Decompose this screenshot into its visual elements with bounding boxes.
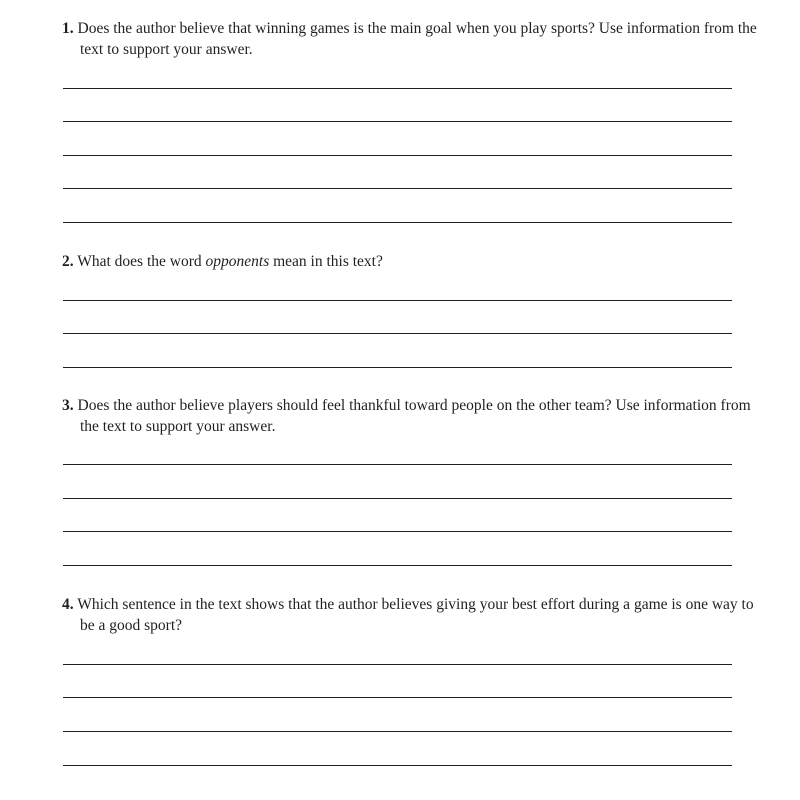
answer-line[interactable] xyxy=(63,155,732,156)
answer-line[interactable] xyxy=(63,121,732,122)
answer-line[interactable] xyxy=(63,88,732,89)
question-text-end: mean in this text? xyxy=(269,253,383,270)
answer-line[interactable] xyxy=(63,188,732,189)
answer-line[interactable] xyxy=(63,300,732,301)
question-text: Does the author believe players should feel thankful toward people on the other team? Use information from the text to support your answer. xyxy=(77,397,751,435)
question-3 xyxy=(62,395,760,437)
question-text: Does the author believe that winning games is the main goal when you play sports? Use information from the text to support your answer. xyxy=(77,20,757,58)
answer-line[interactable] xyxy=(63,333,732,334)
answer-line[interactable] xyxy=(63,222,732,223)
answer-line[interactable] xyxy=(63,565,732,566)
question-2 xyxy=(62,251,760,272)
question-1 xyxy=(62,18,760,60)
answer-line[interactable] xyxy=(63,664,732,665)
question-number: 2. xyxy=(62,253,74,270)
question-4 xyxy=(62,594,760,636)
question-text-emphasis: opponents xyxy=(205,253,270,270)
question-number: 1. xyxy=(62,20,74,37)
question-number: 3. xyxy=(62,397,74,414)
question-number: 4. xyxy=(62,596,74,613)
answer-line[interactable] xyxy=(63,464,732,465)
answer-line[interactable] xyxy=(63,731,732,732)
question-text: Which sentence in the text shows that the author believes giving your best effort during a game is one way to be a good sport? xyxy=(77,596,754,634)
answer-line[interactable] xyxy=(63,697,732,698)
question-text-start: What does the word xyxy=(77,253,206,270)
answer-line[interactable] xyxy=(63,498,732,499)
answer-line[interactable] xyxy=(63,367,732,368)
answer-line[interactable] xyxy=(63,765,732,766)
answer-line[interactable] xyxy=(63,531,732,532)
